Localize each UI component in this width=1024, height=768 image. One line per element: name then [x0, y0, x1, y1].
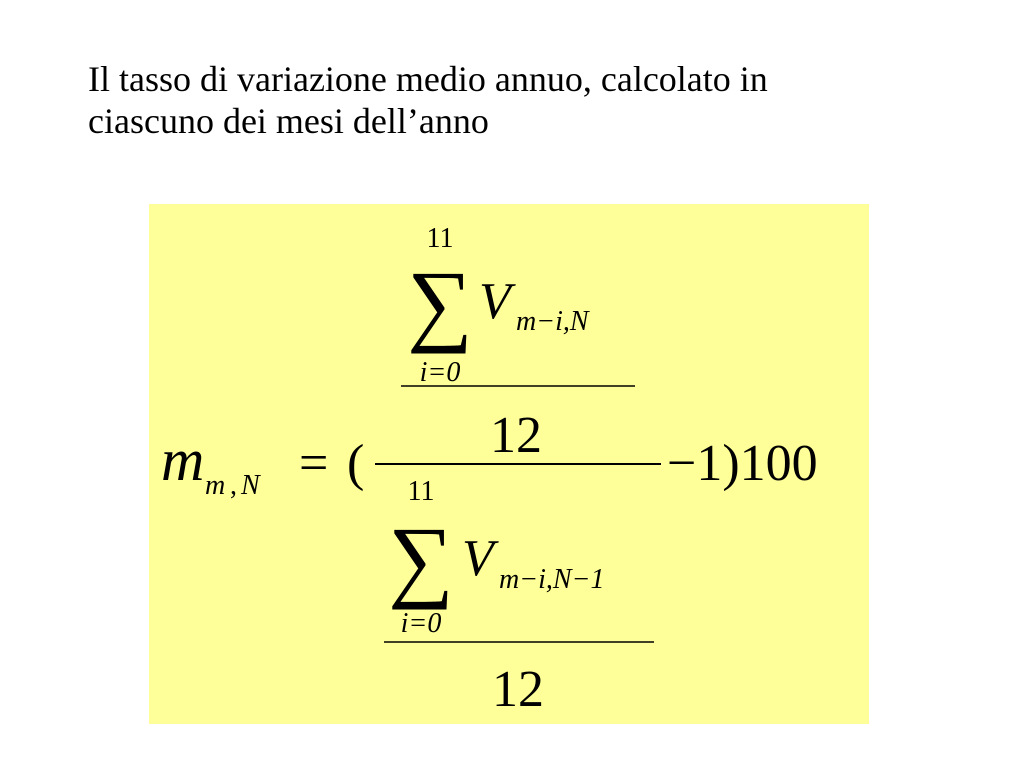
slide-title: [88, 58, 988, 142]
slide-title-line-1: Il tasso di variazione medio annuo, calcolato in: [88, 59, 768, 99]
denominator-v-subscript: m−i,N−1: [499, 564, 605, 595]
open-parenthesis: (: [347, 435, 365, 492]
lhs-subscript-m: m: [205, 470, 226, 501]
formula-box: [149, 204, 869, 724]
denominator-v-symbol: V: [462, 530, 494, 587]
minus-one-times-hundred: −1)100: [667, 435, 818, 492]
formula: [149, 204, 869, 724]
denominator-sigma: ∑: [388, 508, 454, 610]
denominator-sum-upper-limit: 11: [407, 476, 435, 507]
numerator-v-subscript: m−i,N: [516, 306, 589, 337]
denominator-divisor: 12: [492, 661, 544, 718]
slide-title-line-2: ciascuno dei mesi dell’anno: [88, 101, 489, 142]
numerator-divisor: 12: [490, 407, 542, 464]
lhs-symbol: m: [161, 427, 205, 493]
numerator-v-symbol: V: [479, 273, 511, 330]
denominator-sum-lower-limit: i=0: [400, 608, 442, 639]
lhs-subscript-comma: ,: [230, 470, 237, 501]
numerator-sum-upper-limit: 11: [426, 223, 454, 254]
lhs-subscript-n: N: [241, 470, 260, 501]
numerator-sigma: ∑: [407, 252, 473, 354]
numerator-sum-lower-limit: i=0: [419, 357, 461, 388]
equals-sign: =: [299, 435, 329, 492]
